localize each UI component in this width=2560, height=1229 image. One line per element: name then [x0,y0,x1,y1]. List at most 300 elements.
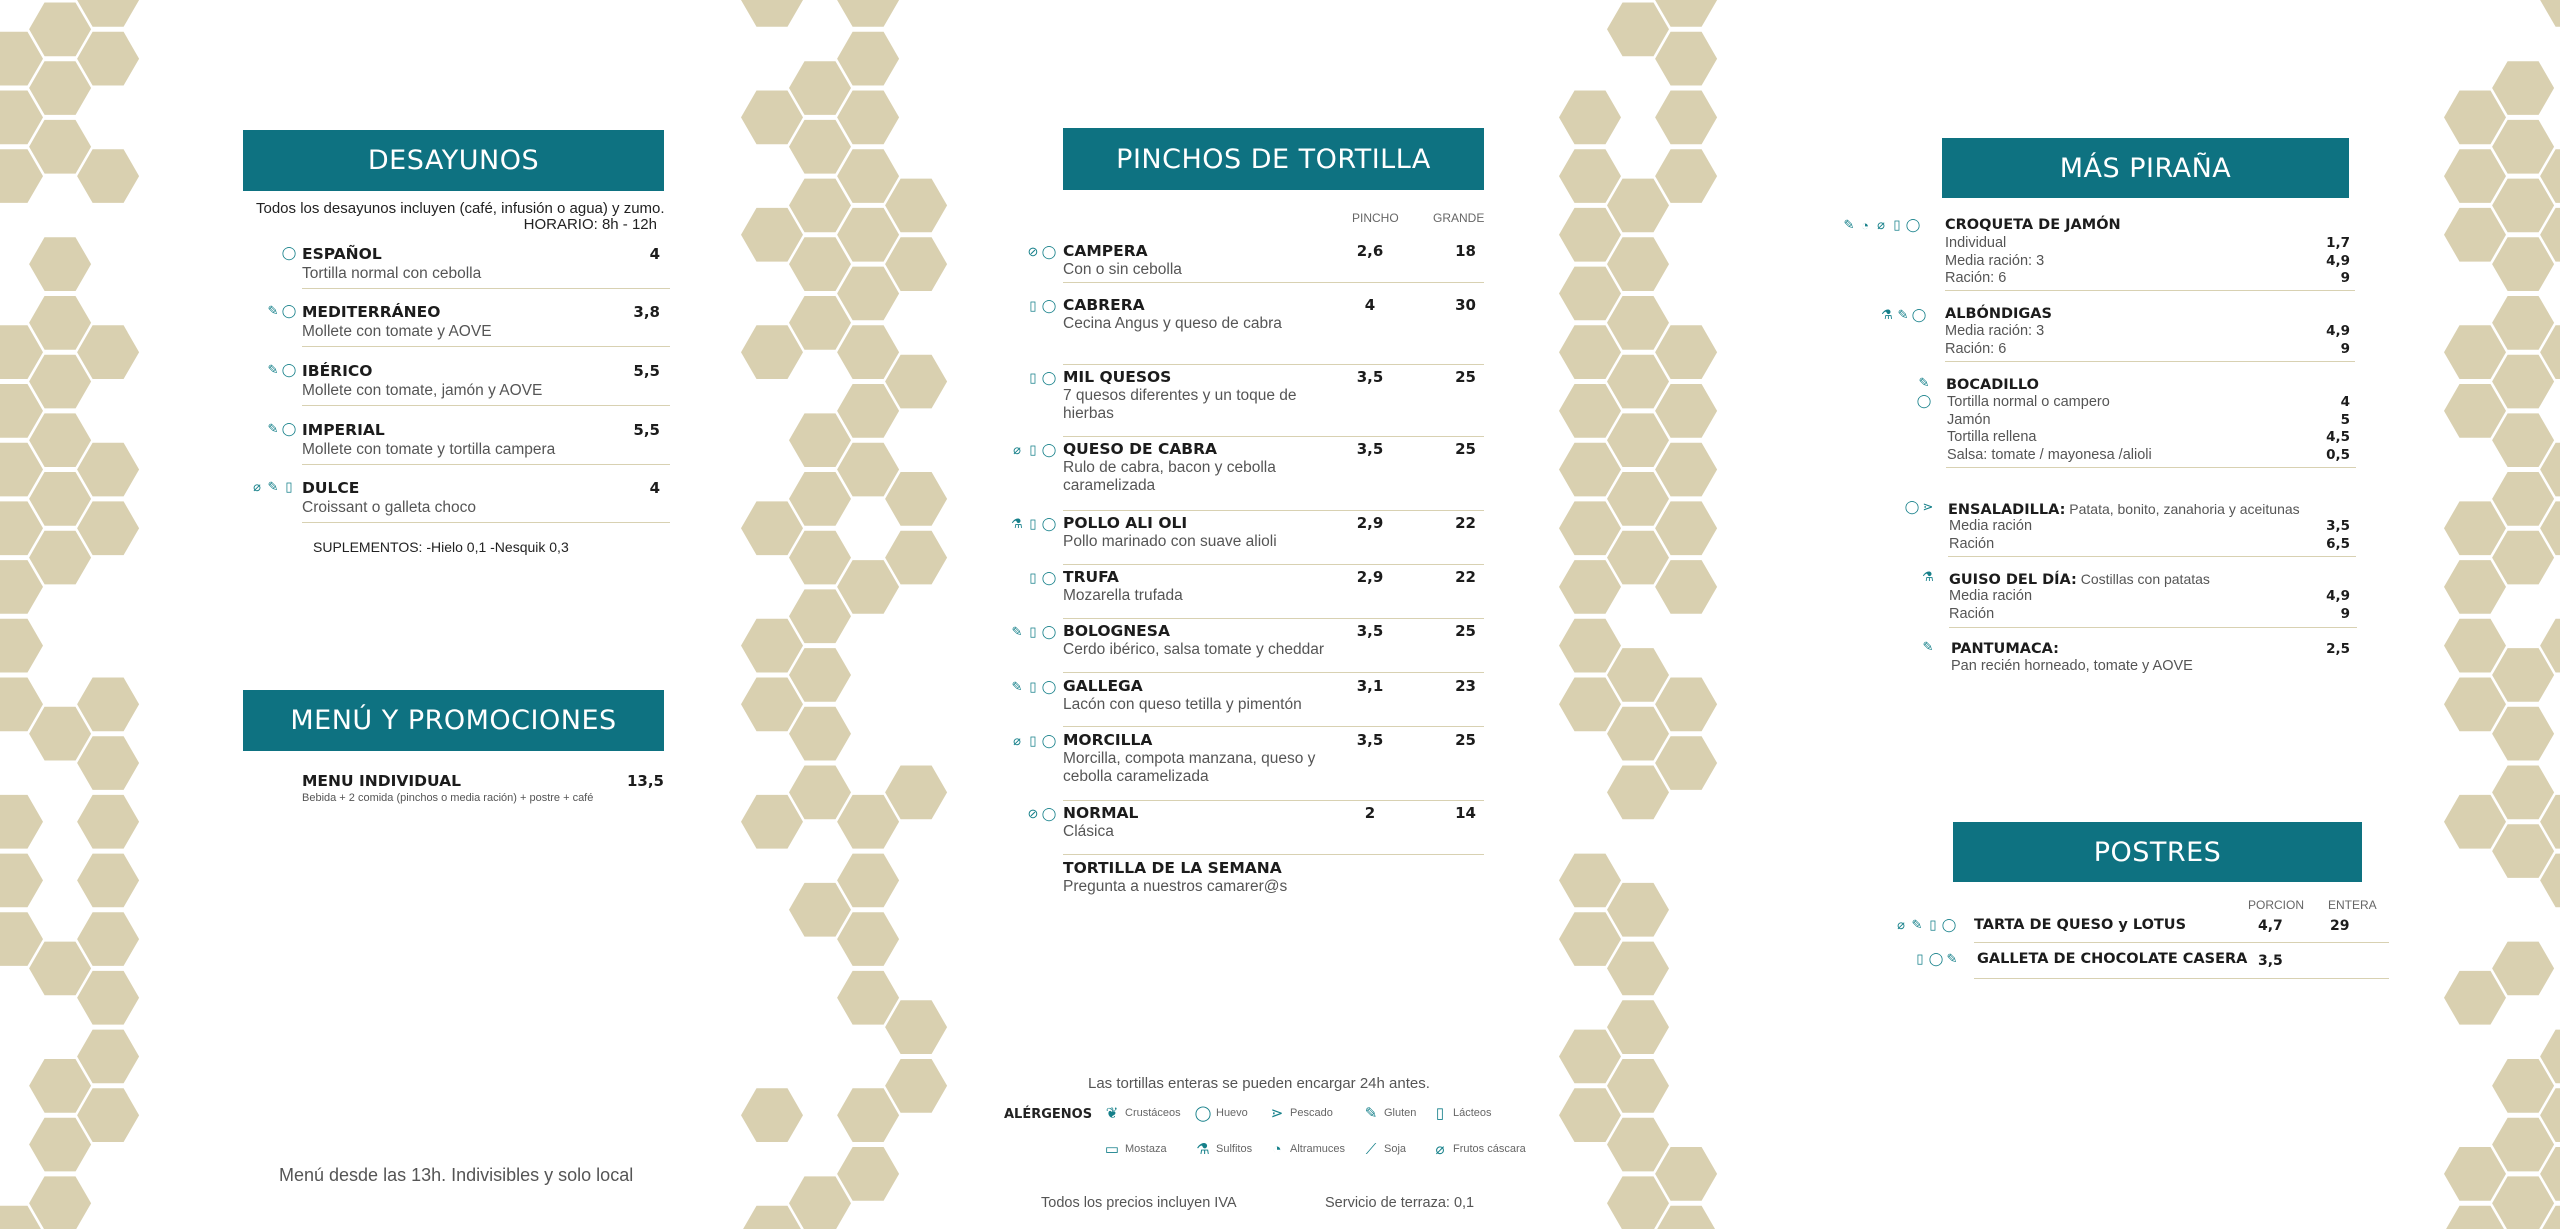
egg-icon: ◯ [281,421,297,436]
hexagon-shape [1559,91,1621,145]
guiso-desc: Costillas con patatas [2080,571,2210,587]
guiso-allergens [1921,569,1935,585]
item-desc: Cecina Angus y queso de cabra [1063,315,1282,332]
item-pincho-price: 3,5 [1356,440,1384,458]
hexagon-shape [2492,942,2554,996]
item-name: QUESO DE CABRA [1063,440,1218,458]
hexagon-shape [837,912,899,966]
hexagon-shape [77,1088,139,1142]
hexagon-shape [885,355,947,409]
item-rule [1063,618,1484,619]
item-name: MIL QUESOS [1063,368,1172,386]
terraza: Servicio de terraza: 0,1 [1325,1195,1475,1211]
item-name: MORCILLA [1063,731,1153,749]
allergen-icons [1010,679,1056,695]
hexagon-shape [741,501,803,555]
hexagon-shape [2444,1147,2506,1201]
hexagon-shape [789,766,851,820]
item-name: IMPERIAL [302,421,385,439]
gluten-free-icon: ⊘ [1027,244,1039,259]
hexagon-shape [2492,531,2554,585]
item-name: BOLOGNESA [1063,622,1170,640]
hexagon-shape [1655,1147,1717,1201]
egg-icon: ◯ [1041,516,1057,531]
item-desc: Mollete con tomate, jamón y AOVE [302,382,543,399]
albondigas-allergens [1880,307,1926,323]
bocadillo-rule [1946,467,2356,468]
egg-icon: ◯ [1905,217,1921,232]
allergen-icons [1010,442,1056,458]
allergen-icons [1026,806,1056,822]
hexagon-shape [1607,296,1669,350]
item-desc: 7 quesos diferentes y un toque de hierbas [1063,387,1297,422]
sulphites-icon: ⚗ [1011,516,1023,531]
item-pincho-price: 2,9 [1356,514,1384,532]
hexagon-shape [77,325,139,379]
hexagon-shape [77,32,139,86]
menu-item-price: 13,5 [626,772,664,790]
suplementos: SUPLEMENTOS: -Hielo 0,1 -Nesquik 0,3 [313,539,569,555]
hexagon-shape [837,1147,899,1201]
sulphites-icon: ⚗ [1196,1141,1210,1158]
desayunos-banner: DESAYUNOS [243,130,664,191]
item-rule [1063,510,1484,511]
dairy-icon: ▯ [1029,733,1037,748]
allergen-legend-item [1196,1105,1248,1121]
item-rule [1063,726,1484,727]
item-price: 3,8 [633,303,660,321]
hexagon-shape [2444,619,2506,673]
tortillas-note: Las tortillas enteras se pueden encargar 24h antes. [1088,1075,1430,1092]
piranha-banner: MÁS PIRAÑA [1942,138,2349,198]
egg-icon: ◯ [1041,624,1057,639]
col-grande: GRANDE [1433,211,1485,225]
egg-icon: ◯ [1194,1105,1212,1122]
mustard-icon: ▭ [1104,1141,1120,1158]
hexagon-shape [837,208,899,262]
list-item [1063,368,1343,423]
item-rule [302,522,670,523]
hexagon-shape [0,795,43,849]
list-item [1063,440,1343,495]
sulphites-icon: ⚗ [1881,307,1893,322]
hexagon-shape [789,648,851,702]
allergen-icons [1010,516,1056,532]
hexagon-shape [1655,325,1717,379]
gluten-icon: ✎ [1364,1105,1378,1122]
item-grande-price: 25 [1455,622,1476,640]
pantumaca-price: 2,5 [2326,641,2350,657]
hexagon-shape [2540,0,2560,27]
item-grande-price: 30 [1455,296,1476,314]
hexagon-shape [885,1059,947,1113]
item-desc: Mozarella trufada [1063,587,1183,604]
allergen-icons [1010,624,1056,640]
egg-icon: ◯ [1041,442,1057,457]
allergen-icons [1026,370,1056,386]
gluten-icon: ✎ [1911,917,1923,932]
bocadillo-name: BOCADILLO [1946,377,2039,393]
bocadillo-allergens [1917,375,1931,409]
pantumaca-desc: Pan recién horneado, tomate y AOVE [1951,658,2193,674]
egg-icon: ◯ [1041,806,1057,821]
hexagon-shape [1607,413,1669,467]
gluten-free-icon: ⊘ [1027,806,1039,821]
item-rule [1063,436,1484,437]
item-rule [1063,364,1484,365]
col-porcion: PORCION [2248,898,2305,912]
lupin-icon: ◔ [1861,217,1869,233]
nuts-icon: ⌀ [1897,917,1905,932]
item-rule [302,288,670,289]
sub-row-price: 9 [2340,270,2350,286]
hexagon-shape [2444,795,2506,849]
allergen-legend-item [1105,1105,1181,1121]
pantumaca-allergens [1921,639,1935,655]
item-grande-price: 18 [1455,242,1476,260]
egg-icon: ◯ [281,245,297,260]
item-pincho-price: 3,5 [1356,622,1384,640]
hexagon-shape [1655,384,1717,438]
col-entera: ENTERA [2328,898,2377,912]
sub-row-price: 3,5 [2326,518,2350,534]
item-name: POLLO ALI OLI [1063,514,1188,532]
gluten-icon: ✎ [1011,624,1023,639]
item-price: 5,5 [633,421,660,439]
hexagon-shape [1655,678,1717,732]
guiso-name: GUISO DEL DÍA: [1949,572,2077,588]
sub-row-label: Ración [1949,535,1995,552]
hexagon-shape [1607,355,1669,409]
egg-icon: ◯ [1041,570,1057,585]
hexagon-shape [2444,971,2506,1025]
col-pincho: PINCHO [1352,211,1399,225]
ensaladilla-desc: Patata, bonito, zanahoria y aceitunas [2069,501,2300,517]
gluten-icon: ✎ [1897,307,1909,322]
hexagon-shape [885,1000,947,1054]
gluten-icon: ✎ [267,421,279,436]
hexagon-shape [1607,707,1669,761]
list-item [1063,731,1343,786]
hexagon-shape [1607,3,1669,57]
postre-rule [1974,978,2389,979]
hexagon-shape [1607,179,1669,233]
egg-icon: ◯ [1941,917,1957,932]
gluten-icon: ✎ [1011,679,1023,694]
item-name: DULCE [302,479,360,497]
sub-row-price: 4,9 [2326,252,2350,269]
hexagon-shape [1559,443,1621,497]
hexagon-shape [2492,707,2554,761]
gluten-icon: ✎ [267,362,279,377]
hexagon-shape [29,237,91,291]
hexagon-shape [741,91,803,145]
egg-icon: ◯ [1041,370,1057,385]
pantumaca-name: PANTUMACA: [1951,641,2059,657]
hexagon-shape [741,0,803,27]
hexagon-shape [789,883,851,937]
list-item [1063,677,1343,714]
hexagon-shape [1607,472,1669,526]
desayunos-intro: Todos los desayunos incluyen (café, infusión o agua) y zumo. [256,200,665,217]
allergen-label: Sulfitos [1216,1143,1253,1155]
hexagon-shape [789,237,851,291]
item-grande-price: 23 [1455,677,1476,695]
item-rule [302,464,670,465]
gluten-icon: ✎ [267,479,279,494]
dairy-icon: ▯ [1029,516,1037,531]
hexagon-shape [77,795,139,849]
hexagon-shape [1559,1030,1621,1084]
hexagon-shape [1607,1118,1669,1172]
sub-row-price: 0,5 [2326,446,2350,463]
hexagon-shape [837,971,899,1025]
sub-row-price: 5 [2340,411,2350,428]
postre-porcion: 3,5 [2258,953,2283,969]
hexagon-shape [29,3,91,57]
hexagon-shape [789,296,851,350]
allergen-label: Altramuces [1290,1143,1346,1155]
hexagon-shape [1655,443,1717,497]
hexagon-shape [0,854,43,908]
item-pincho-price: 3,5 [1356,368,1384,386]
egg-icon: ◯ [281,303,297,318]
hexagon-shape [29,120,91,174]
sub-row-label: Jamón [1947,411,1991,428]
allergen-legend-item [1433,1141,1526,1157]
item-name: GALLEGA [1063,677,1143,695]
hexagon-shape [29,472,91,526]
fish-icon: ⋗ [1270,1105,1284,1122]
albondigas-name: ALBÓNDIGAS [1945,306,2052,322]
list-item [1063,859,1343,896]
hexagon-shape [1559,854,1621,908]
sub-row-label: Media ración: 3 [1945,323,2045,339]
dairy-icon: ▯ [1029,679,1037,694]
hexagon-shape [2492,472,2554,526]
item-name: IBÉRICO [302,362,373,380]
hexagon-shape [1559,912,1621,966]
item-name: MEDITERRÁNEO [302,303,441,321]
sub-row-price: 1,7 [2326,235,2350,251]
postres-banner: POSTRES [1953,822,2362,882]
sub-row-price: 4,9 [2326,323,2350,339]
hexagon-shape [29,413,91,467]
hexagon-shape [741,795,803,849]
sub-row-price: 9 [2340,605,2350,622]
galleta-allergens [1913,951,1959,967]
hexagon-shape [2492,1118,2554,1172]
ensaladilla-allergens [1905,499,1935,515]
egg-icon: ◯ [1041,679,1057,694]
hexagon-shape [885,179,947,233]
egg-icon: ◯ [1916,393,1932,408]
hexagon-shape [77,149,139,203]
ensaladilla-rule [1948,556,2356,557]
item-pincho-price: 2 [1364,804,1376,822]
postre-rule [1974,942,2389,943]
item-rule [1063,564,1484,565]
item-rule [302,405,670,406]
item-desc: Morcilla, compota manzana, queso y cebolla caramelizada [1063,750,1316,785]
hexagon-shape [77,854,139,908]
hexagon-shape [837,443,899,497]
item-rule [1063,800,1484,801]
egg-icon: ◯ [1041,733,1057,748]
hexagon-shape [741,325,803,379]
item-grande-price: 25 [1455,731,1476,749]
hexagon-shape [1559,678,1621,732]
hexagon-shape [1655,149,1717,203]
item-rule [1063,282,1484,283]
hexagon-shape [837,560,899,614]
nuts-icon: ⌀ [1013,733,1021,748]
dairy-icon: ▯ [1029,570,1037,585]
hexagon-shape [741,1088,803,1142]
hexagon-shape [837,0,899,27]
hexagon-shape [2492,648,2554,702]
hexagon-shape [789,472,851,526]
gluten-icon: ✎ [1946,951,1958,966]
croqueta-name: CROQUETA DE JAMÓN [1945,217,2121,233]
item-desc: Mollete con tomate y tortilla campera [302,441,556,458]
hexagon-shape [789,61,851,115]
hexagon-shape [2444,384,2506,438]
hexagon-shape [837,795,899,849]
hexagon-shape [2492,61,2554,115]
hexagon-shape [837,384,899,438]
menu-footer: Menú desde las 13h. Indivisibles y solo local [279,1165,634,1185]
item-desc: Croissant o galleta choco [302,499,477,516]
hexagon-shape [837,325,899,379]
hexagon-shape [789,1176,851,1229]
item-desc: Pregunta a nuestros camarer@s [1063,878,1288,895]
gluten-icon: ✎ [1922,639,1934,654]
allergen-icons [1010,733,1056,749]
hexagon-shape [2492,355,2554,409]
hexagon-shape [837,32,899,86]
hexagon-shape [1559,501,1621,555]
hexagon-shape [885,237,947,291]
hexagon-shape [789,531,851,585]
allergen-legend-item [1364,1105,1416,1121]
sub-row-label: Ración [1949,605,1995,622]
ensaladilla-name: ENSALADILLA: [1948,502,2066,518]
sub-row-price: 9 [2340,340,2350,357]
item-grande-price: 25 [1455,368,1476,386]
hexagon-shape [1655,32,1717,86]
hexagon-shape [2444,91,2506,145]
hexagon-shape [885,531,947,585]
item-price: 4 [649,479,660,497]
allergen-icons [1026,298,1056,314]
sub-row-label: Media ración: 3 [1945,252,2045,269]
allergen-icons [266,303,296,319]
hexagon-shape [2492,120,2554,174]
item-desc: Mollete con tomate y AOVE [302,323,492,340]
hexagon-shape [741,619,803,673]
hexagon-shape [29,355,91,409]
hexagon-shape [29,61,91,115]
hexagon-shape [1559,560,1621,614]
hexagon-shape [837,854,899,908]
ensaladilla-title [1948,501,2300,518]
desayunos-horario: HORARIO: 8h - 12h [523,216,657,233]
hexagon-shape [1559,267,1621,321]
hexagon-shape [1559,619,1621,673]
hexagon-shape [1607,942,1669,996]
hexagon-shape [2492,1176,2554,1229]
hexagon-shape [0,619,43,673]
item-name: CABRERA [1063,296,1145,314]
hexagon-shape [789,179,851,233]
nuts-icon: ⌀ [253,479,261,494]
item-name: TORTILLA DE LA SEMANA [1063,859,1282,877]
hexagon-shape [1655,91,1717,145]
hexagon-shape [2444,208,2506,262]
hexagon-shape [885,766,947,820]
nuts-icon: ⌀ [1435,1141,1445,1158]
nuts-icon: ⌀ [1013,442,1021,457]
croqueta-rule [1945,290,2355,291]
dairy-icon: ▯ [1916,951,1924,966]
hexagon-shape [77,443,139,497]
sub-row-label: Tortilla rellena [1947,429,2037,445]
sulphites-icon: ⚗ [1922,569,1934,584]
allergen-icons [1026,570,1056,586]
hexagon-shape [29,531,91,585]
hexagon-shape [741,678,803,732]
hexagon-shape [2492,766,2554,820]
dairy-icon: ▯ [1029,442,1037,457]
postre-name: TARTA DE QUESO y LOTUS [1974,917,2187,933]
hexagon-shape [741,208,803,262]
item-desc: Cerdo ibérico, salsa tomate y cheddar [1063,641,1325,658]
item-price: 5,5 [633,362,660,380]
hexagon-shape [1559,208,1621,262]
item-pincho-price: 4 [1364,296,1376,314]
allergen-icons [282,245,296,261]
hexagon-shape [1655,736,1717,790]
hexagon-shape [77,678,139,732]
hexagon-shape [29,1118,91,1172]
hexagon-shape [1607,1176,1669,1229]
hexagon-shape [789,120,851,174]
soy-icon: ⟋ [1365,1140,1377,1158]
hexagon-shape [837,267,899,321]
sub-row-label: Media ración [1949,518,2033,534]
sub-row-price: 4 [2340,394,2350,410]
hexagon-shape [2444,501,2506,555]
hexagon-shape [837,91,899,145]
hexagon-shape [1607,883,1669,937]
precios-iva: Todos los precios incluyen IVA [1041,1195,1237,1211]
sub-row-label: Salsa: tomate / mayonesa /alioli [1947,446,2152,463]
hexagon-shape [77,971,139,1025]
item-name: ESPAÑOL [302,245,382,263]
hexagon-shape [2444,149,2506,203]
allergen-label: Mostaza [1125,1143,1167,1155]
egg-icon: ◯ [1041,244,1057,259]
hexagon-shape [77,912,139,966]
postre-entera: 29 [2330,918,2350,934]
dairy-icon: ▯ [1029,624,1037,639]
hexagon-shape [1559,325,1621,379]
item-pincho-price: 2,9 [1356,568,1384,586]
hexagon-shape [789,589,851,643]
sub-row-label: Individual [1945,235,2007,251]
pinchos-banner: PINCHOS DE TORTILLA [1063,128,1484,190]
